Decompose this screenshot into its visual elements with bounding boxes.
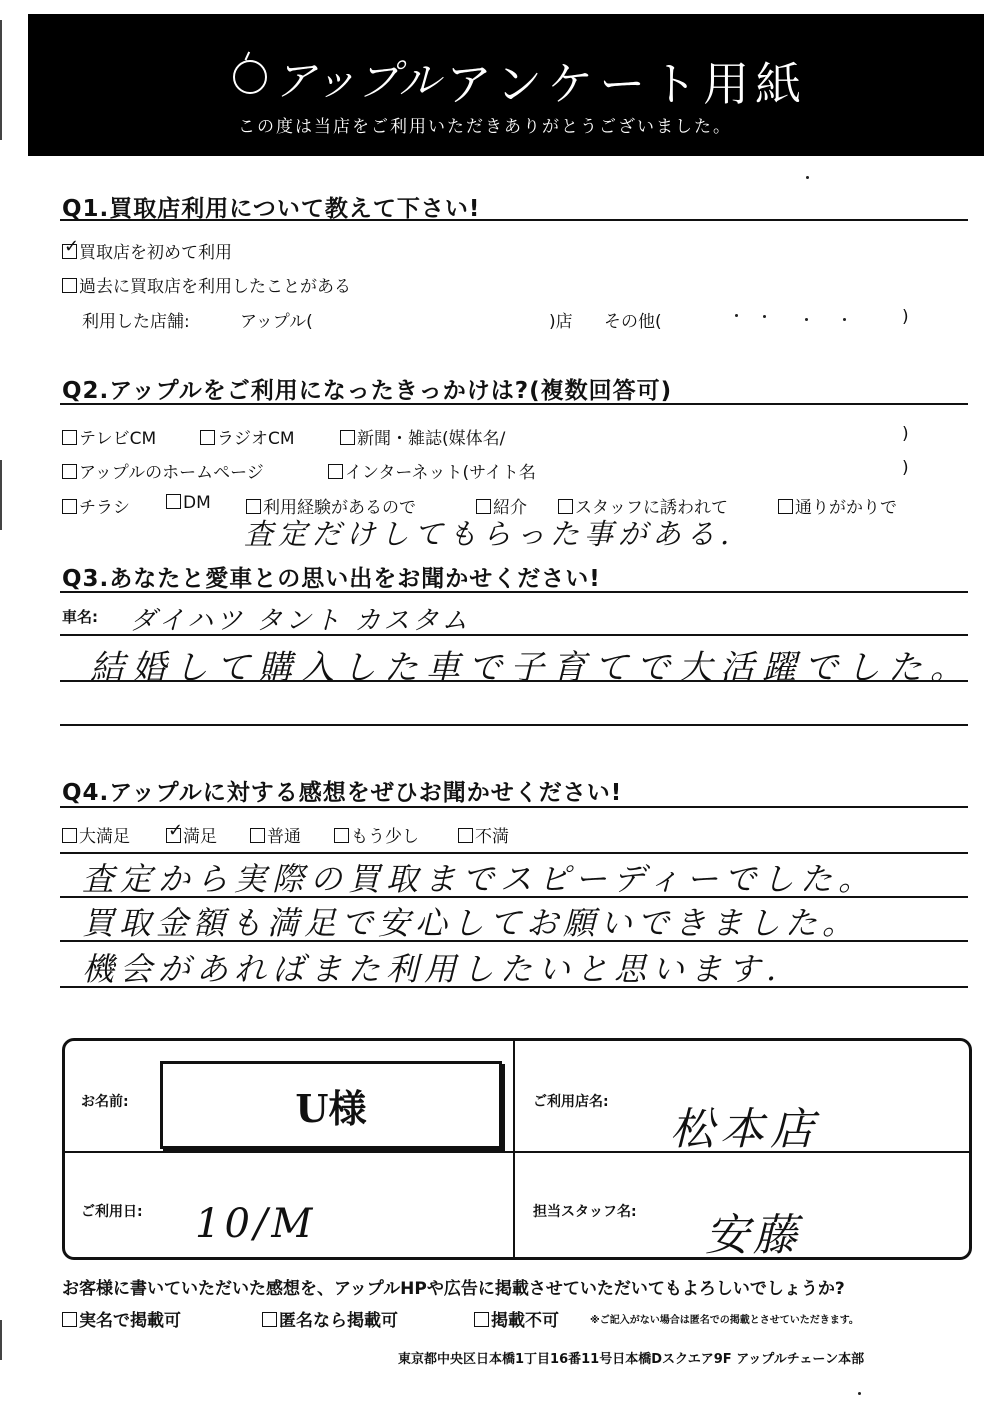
option-label: アップルのホームページ — [79, 463, 264, 483]
customer-info-card — [62, 1038, 972, 1260]
q3-car-name: ダイハツ タント カスタム — [130, 606, 471, 636]
q3-heading: Q3.あなたと愛車との思い出をお聞かせください! — [62, 566, 601, 592]
store-name: 松本店 — [670, 1104, 820, 1155]
usage-date: 10/M — [195, 1201, 317, 1247]
customer-name: U様 — [295, 1085, 367, 1131]
q3-line-2 — [60, 680, 968, 682]
q4-option-dissatisfied[interactable] — [458, 822, 509, 847]
q4-option-very-satisfied[interactable] — [62, 822, 130, 847]
scan-speck — [763, 315, 766, 318]
q4-line-3 — [60, 940, 968, 942]
option-label: ラジオCM — [217, 429, 295, 449]
consent-option-anonymous[interactable] — [262, 1306, 398, 1331]
option-label: 大満足 — [79, 827, 130, 847]
q4-rule — [60, 806, 968, 808]
option-label: 新聞・雑誌(媒体名/ — [357, 429, 506, 449]
q4-option-slightly[interactable] — [334, 822, 419, 847]
customer-name-box — [160, 1061, 502, 1149]
checkbox[interactable] — [328, 464, 343, 479]
option-label: 満足 — [183, 827, 217, 847]
scan-edge-mark — [0, 20, 2, 140]
q1-rule — [60, 219, 968, 221]
option-label: 掲載不可 — [491, 1311, 559, 1331]
q4-comment-line-3: 機会があればまた利用したいと思います. — [82, 950, 783, 988]
option-label: チラシ — [79, 498, 130, 518]
q4-comment-line-2: 買取金額も満足で安心してお願いできました。 — [82, 904, 860, 942]
option-label: 通りがかりで — [795, 498, 897, 518]
q4-comment-line-1: 査定から実際の買取までスピーディーでした。 — [82, 860, 877, 898]
checkbox[interactable] — [334, 828, 349, 843]
scan-speck — [858, 1392, 861, 1395]
consent-option-no[interactable] — [474, 1306, 559, 1331]
q1-store-label: 利用した店舗: — [82, 312, 190, 332]
q2-option-newspaper[interactable] — [340, 424, 505, 449]
q3-car-label: 車名: — [62, 608, 98, 626]
checkbox[interactable] — [262, 1312, 277, 1327]
q1-store-apple: アップル( — [240, 312, 313, 332]
checkbox[interactable] — [62, 278, 77, 293]
q3-rule — [60, 591, 968, 593]
option-label: 普通 — [267, 827, 301, 847]
consent-question: お客様に書いていただいた感想を、アップルHPや広告に掲載させていただいてもよろしいでしょうか? — [62, 1279, 845, 1299]
scan-edge-mark — [0, 1320, 2, 1360]
q1-store-other: その他( — [604, 312, 662, 332]
consent-note: ※ご記入がない場合は匿名での掲載とさせていただきます。 — [590, 1315, 859, 1326]
checkbox[interactable] — [62, 1312, 77, 1327]
checkbox[interactable] — [62, 499, 77, 514]
checkbox[interactable] — [778, 499, 793, 514]
checkbox[interactable] — [62, 464, 77, 479]
option-label: DM — [183, 493, 211, 513]
scan-edge-mark — [0, 460, 2, 530]
q2-handwritten-note: 査定だけしてもらった事がある. — [244, 517, 735, 551]
card-divider-horizontal — [65, 1151, 969, 1153]
q1-option-used-before[interactable] — [62, 272, 351, 297]
scan-speck — [843, 318, 846, 321]
q2-option-homepage[interactable] — [62, 458, 264, 483]
q3-line-1 — [60, 634, 968, 636]
checkbox[interactable] — [62, 430, 77, 445]
option-label: 不満 — [475, 827, 509, 847]
option-label: テレビCM — [79, 429, 157, 449]
name-label: お名前: — [81, 1094, 129, 1110]
option-label: 過去に買取店を利用したことがある — [79, 277, 351, 297]
q1-store-other-close: ) — [902, 307, 909, 327]
q4-option-satisfied[interactable] — [166, 822, 217, 847]
q4-heading: Q4.アップルに対する感想をぜひお聞かせください! — [62, 780, 623, 806]
q2-option-internet[interactable] — [328, 458, 536, 483]
survey-title: アンケート用紙 — [446, 57, 808, 111]
date-label: ご利用日: — [81, 1204, 143, 1220]
survey-header — [28, 14, 984, 156]
checkbox[interactable] — [166, 820, 184, 843]
q1-heading: Q1.買取店利用について教えて下さい! — [62, 196, 481, 222]
option-label: 利用経験があるので — [263, 498, 416, 518]
checkbox[interactable] — [200, 430, 215, 445]
q2-heading: Q2.アップルをご利用になったきっかけは?(複数回答可) — [62, 378, 673, 404]
q2-option-tv[interactable] — [62, 424, 156, 449]
option-label: もう少し — [351, 827, 419, 847]
staff-name: 安藤 — [705, 1210, 801, 1261]
q2-rule — [60, 403, 968, 405]
checkbox[interactable] — [250, 828, 265, 843]
checkbox[interactable] — [458, 828, 473, 843]
q2-option-radio[interactable] — [200, 424, 295, 449]
q4-line-4 — [60, 986, 968, 988]
option-label: 買取店を初めて利用 — [79, 243, 232, 263]
q2-row2-close: ) — [902, 458, 909, 478]
apple-logo-icon — [233, 60, 267, 94]
q3-memory-text: 結婚して購入した車で子育てで大活躍でした。 — [90, 648, 972, 688]
footer-address: 東京都中央区日本橋1丁目16番11号日本橋Dスクエア9F アップルチェーン本部 — [398, 1352, 865, 1367]
option-label: インターネット(サイト名 — [345, 463, 536, 483]
q4-option-normal[interactable] — [250, 822, 301, 847]
checkbox[interactable] — [474, 1312, 489, 1327]
option-label: 匿名なら掲載可 — [279, 1311, 398, 1331]
checkbox[interactable] — [62, 828, 77, 843]
q2-row1-close: ) — [902, 424, 909, 444]
store-label: ご利用店名: — [533, 1094, 609, 1110]
brand-logo: アップル — [274, 56, 442, 105]
scan-speck — [735, 314, 738, 317]
q1-store-suffix: )店 — [549, 312, 573, 332]
q2-option-dm[interactable] — [166, 493, 211, 513]
option-label: 実名で掲載可 — [79, 1311, 181, 1331]
checkmark-icon: ✓ — [64, 236, 80, 257]
consent-option-real-name[interactable] — [62, 1306, 181, 1331]
q2-option-passing[interactable] — [778, 493, 897, 518]
checkbox[interactable] — [166, 494, 181, 509]
card-divider-vertical — [513, 1041, 515, 1257]
option-label: スタッフに誘われて — [575, 498, 728, 518]
checkbox[interactable] — [340, 430, 355, 445]
checkmark-icon: ✓ — [168, 820, 184, 841]
staff-label: 担当スタッフ名: — [533, 1204, 637, 1220]
survey-subtitle: この度は当店をご利用いただきありがとうございました。 — [238, 117, 732, 137]
scan-speck — [806, 176, 809, 179]
checkbox[interactable] — [62, 236, 80, 259]
q2-option-flyer[interactable] — [62, 493, 130, 518]
option-label: 紹介 — [493, 498, 527, 518]
scan-speck — [805, 318, 808, 321]
q3-line-3 — [60, 724, 968, 726]
q1-option-first-time[interactable] — [62, 238, 232, 263]
